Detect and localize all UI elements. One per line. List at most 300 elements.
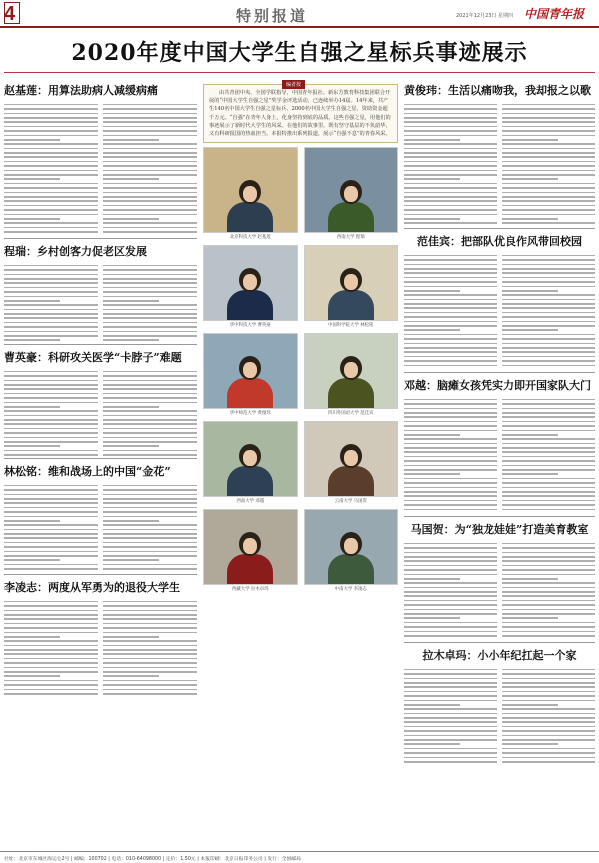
text-line	[103, 200, 197, 202]
text-line	[4, 640, 98, 642]
photo-item	[304, 333, 399, 417]
person-silhouette	[227, 532, 273, 584]
text-line	[103, 265, 197, 267]
text-line	[502, 200, 595, 202]
text-line	[103, 432, 197, 434]
text-line	[404, 148, 497, 150]
story-body	[404, 540, 595, 640]
person-silhouette	[328, 180, 374, 232]
text-line	[502, 565, 595, 567]
text-line	[502, 443, 595, 445]
text-line	[404, 218, 460, 220]
text-line	[404, 574, 497, 576]
text-line	[4, 200, 98, 202]
text-line	[404, 316, 497, 318]
text-line	[4, 192, 98, 194]
text-line	[103, 618, 197, 620]
story-title: 林松铭：维和战场上的中国“金花”	[4, 465, 171, 478]
text-line	[4, 218, 60, 220]
text-line	[404, 290, 460, 292]
text-line	[103, 161, 197, 163]
text-line	[4, 135, 98, 137]
story-body	[4, 368, 197, 456]
text-line	[4, 614, 98, 616]
text-line	[103, 559, 159, 561]
divider	[404, 642, 595, 643]
text-line	[4, 287, 98, 289]
text-line	[502, 700, 595, 702]
text-line	[404, 500, 497, 502]
text-line	[103, 139, 159, 141]
text-line	[103, 423, 197, 425]
text-line	[4, 291, 98, 293]
text-line	[502, 325, 595, 327]
text-line	[103, 227, 197, 229]
person-silhouette	[328, 444, 374, 496]
text-line	[103, 680, 197, 682]
text-line	[103, 428, 197, 430]
text-line	[502, 307, 595, 309]
text-line	[502, 757, 595, 759]
text-line	[103, 511, 197, 513]
text-line	[404, 200, 497, 202]
text-line	[103, 152, 197, 154]
text-line	[103, 632, 197, 634]
text-line	[502, 617, 558, 619]
text-line	[103, 291, 197, 293]
text-line	[103, 300, 159, 302]
story-title: 李凌志：两度从军勇为的退役大学生	[4, 581, 180, 594]
text-line	[404, 635, 497, 637]
portrait-photo	[304, 421, 399, 497]
photo-item	[304, 147, 399, 241]
photo-item	[304, 245, 399, 329]
text-line	[404, 165, 497, 167]
text-line	[103, 636, 159, 638]
text-line	[4, 533, 98, 535]
text-line	[4, 437, 98, 439]
text-line	[404, 739, 497, 741]
newspaper-logo: 中国青年报	[524, 7, 585, 21]
text-line	[404, 482, 497, 484]
text-line	[502, 456, 595, 458]
text-line	[404, 752, 497, 754]
text-line	[404, 473, 460, 475]
text-line	[404, 130, 497, 132]
portrait-photo	[203, 509, 298, 585]
text-line	[4, 309, 98, 311]
text-line	[502, 678, 595, 680]
middle-column	[203, 78, 398, 593]
text-line	[502, 761, 595, 763]
text-line	[103, 165, 197, 167]
text-line	[502, 626, 595, 628]
text-line	[103, 529, 197, 531]
text-line	[103, 542, 197, 544]
text-line	[103, 178, 159, 180]
portrait-photo	[203, 147, 298, 233]
text-line	[4, 269, 98, 271]
text-line	[103, 304, 197, 306]
text-line	[4, 148, 98, 150]
text-line	[502, 329, 558, 331]
text-line	[502, 673, 595, 675]
text-line	[4, 265, 98, 267]
text-line	[4, 322, 98, 324]
text-line	[404, 117, 497, 119]
text-line	[404, 708, 497, 710]
text-line	[4, 130, 98, 132]
text-line	[502, 312, 595, 314]
text-line	[103, 693, 197, 695]
text-line	[404, 730, 497, 732]
text-line	[4, 152, 98, 154]
text-line	[4, 384, 98, 386]
text-line	[404, 717, 497, 719]
text-line	[4, 393, 98, 395]
text-line	[103, 130, 197, 132]
text-line	[404, 678, 497, 680]
text-line	[502, 108, 595, 110]
person-silhouette	[227, 180, 273, 232]
text-line	[4, 380, 98, 382]
text-line	[4, 485, 98, 487]
text-line	[103, 192, 197, 194]
person-silhouette	[328, 268, 374, 320]
text-line	[502, 752, 595, 754]
text-line	[4, 113, 98, 115]
text-line	[103, 498, 197, 500]
text-line	[4, 454, 98, 456]
photo-caption: 西南大学 程瑞	[336, 235, 365, 241]
text-line	[103, 667, 197, 669]
text-line	[4, 520, 60, 522]
text-line	[502, 286, 595, 288]
text-line	[502, 183, 595, 185]
text-line	[4, 178, 60, 180]
text-line	[103, 520, 159, 522]
text-line	[404, 686, 497, 688]
text-line	[4, 498, 98, 500]
text-line	[502, 622, 595, 624]
text-line	[103, 627, 197, 629]
text-line	[103, 117, 197, 119]
text-line	[502, 196, 595, 198]
text-line	[404, 399, 497, 401]
text-line	[103, 205, 197, 207]
portrait-photo	[203, 333, 298, 409]
text-line	[502, 704, 558, 706]
text-line	[103, 507, 197, 509]
text-line	[404, 108, 497, 110]
text-line	[502, 130, 595, 132]
text-line	[404, 334, 497, 336]
text-line	[502, 748, 595, 750]
text-line	[4, 568, 98, 570]
text-line	[4, 428, 98, 430]
story-body	[404, 252, 595, 370]
text-line	[4, 689, 98, 691]
text-line	[103, 649, 197, 651]
text-line	[502, 682, 595, 684]
text-line	[103, 610, 197, 612]
text-line	[502, 604, 595, 606]
text-line	[404, 325, 497, 327]
story-body	[4, 598, 197, 698]
text-line	[4, 555, 98, 557]
text-line	[502, 222, 595, 224]
text-line	[404, 600, 497, 602]
text-line	[103, 485, 197, 487]
text-line	[502, 547, 595, 549]
text-line	[4, 388, 98, 390]
text-line	[502, 478, 595, 480]
text-line	[404, 126, 497, 128]
photo-caption: 四川外国语大学 范佳宾	[328, 411, 374, 417]
person-silhouette	[227, 356, 273, 408]
story-title: 邓越：脑瘫女孩凭实力即开国家队大门	[404, 379, 591, 392]
photo-caption: 西藏大学 拉木卓玛	[231, 587, 269, 593]
text-line	[502, 121, 595, 123]
text-line	[4, 516, 98, 518]
text-line	[103, 322, 197, 324]
photo-item	[203, 333, 298, 417]
text-line	[404, 403, 497, 405]
text-line	[502, 277, 595, 279]
text-line	[4, 618, 98, 620]
text-line	[4, 605, 98, 607]
text-line	[4, 161, 98, 163]
text-line	[502, 438, 595, 440]
text-line	[404, 135, 497, 137]
text-line	[404, 421, 497, 423]
text-line	[502, 730, 595, 732]
text-line	[4, 187, 98, 189]
text-line	[502, 609, 595, 611]
text-line	[502, 495, 595, 497]
text-line	[103, 437, 197, 439]
photo-gallery	[203, 147, 398, 593]
text-line	[4, 675, 60, 677]
divider	[404, 516, 595, 517]
text-line	[502, 205, 595, 207]
text-line	[404, 143, 497, 145]
text-line	[404, 691, 497, 693]
text-line	[103, 393, 197, 395]
text-line	[404, 495, 497, 497]
text-line	[103, 671, 197, 673]
text-line	[404, 104, 497, 106]
text-line	[404, 281, 497, 283]
text-line	[404, 152, 497, 154]
text-line	[502, 156, 595, 158]
text-line	[502, 416, 595, 418]
person-silhouette	[227, 268, 273, 320]
text-line	[502, 126, 595, 128]
text-line	[103, 614, 197, 616]
text-line	[502, 321, 595, 323]
text-line	[502, 143, 595, 145]
text-line	[502, 465, 595, 467]
text-line	[4, 494, 98, 496]
text-line	[404, 713, 497, 715]
text-line	[502, 739, 595, 741]
text-line	[502, 482, 595, 484]
story-body	[4, 482, 197, 572]
text-line	[4, 693, 98, 695]
text-line	[103, 135, 197, 137]
text-line	[502, 365, 595, 367]
photo-item	[203, 509, 298, 593]
text-line	[4, 645, 98, 647]
text-line	[404, 622, 497, 624]
text-line	[502, 139, 558, 141]
text-line	[4, 170, 98, 172]
portrait-photo	[304, 509, 399, 585]
text-line	[103, 183, 197, 185]
text-line	[404, 139, 460, 141]
text-line	[103, 108, 197, 110]
text-line	[404, 416, 497, 418]
text-line	[502, 574, 595, 576]
text-line	[404, 294, 497, 296]
page-number: 4	[4, 3, 16, 25]
text-line	[404, 460, 497, 462]
text-line	[404, 425, 497, 427]
text-line	[103, 174, 197, 176]
text-line	[103, 516, 197, 518]
text-line	[4, 537, 98, 539]
person-silhouette	[328, 356, 374, 408]
text-line	[502, 399, 595, 401]
text-line	[502, 303, 595, 305]
text-line	[4, 410, 98, 412]
text-line	[404, 299, 497, 301]
text-line	[404, 617, 460, 619]
photo-caption: 云南大学 马国贺	[334, 499, 367, 505]
text-line	[502, 259, 595, 261]
text-line	[103, 156, 197, 158]
text-line	[103, 222, 197, 224]
text-line	[4, 143, 98, 145]
text-line	[4, 649, 98, 651]
text-line	[502, 447, 595, 449]
text-line	[4, 529, 98, 531]
text-line	[4, 317, 98, 319]
text-line	[404, 277, 497, 279]
text-line	[404, 286, 497, 288]
text-line	[404, 174, 497, 176]
text-line	[103, 121, 197, 123]
text-line	[103, 415, 197, 417]
text-line	[103, 231, 197, 233]
left-column	[4, 78, 197, 698]
text-line	[404, 565, 497, 567]
text-line	[404, 347, 497, 349]
text-line	[103, 555, 197, 557]
text-line	[4, 304, 98, 306]
text-line	[502, 504, 595, 506]
text-line	[103, 653, 197, 655]
text-line	[4, 450, 98, 452]
text-line	[103, 274, 197, 276]
photo-item	[203, 421, 298, 505]
text-line	[502, 500, 595, 502]
text-line	[103, 410, 197, 412]
text-line	[4, 296, 98, 298]
text-line	[404, 547, 497, 549]
text-line	[404, 560, 497, 562]
text-line	[502, 421, 595, 423]
text-line	[404, 465, 497, 467]
text-line	[4, 542, 98, 544]
text-line	[4, 300, 60, 302]
text-line	[404, 183, 497, 185]
text-line	[502, 686, 595, 688]
text-line	[502, 695, 595, 697]
text-line	[404, 365, 497, 367]
divider	[4, 238, 197, 239]
photo-item	[304, 421, 399, 505]
story-title: 马国贺：为“独龙娃娃”打造美育教室	[410, 523, 589, 536]
text-line	[404, 222, 497, 224]
text-line	[103, 494, 197, 496]
text-line	[404, 156, 497, 158]
text-line	[404, 430, 497, 432]
text-line	[103, 296, 197, 298]
text-line	[502, 430, 595, 432]
text-line	[4, 108, 98, 110]
text-line	[502, 713, 595, 715]
text-line	[502, 343, 595, 345]
page-footer: 社址：北京市东城区海运仓2号 | 邮编：100702 | 电话：010-64098000 | 定价：1.50元 | 本报印刷：北京日报印务公司 | 发行：全国邮局	[0, 851, 599, 863]
text-line	[502, 560, 595, 562]
text-line	[502, 600, 595, 602]
text-line	[4, 278, 98, 280]
text-line	[502, 403, 595, 405]
text-line	[404, 487, 497, 489]
text-line	[4, 156, 98, 158]
text-line	[404, 673, 497, 675]
text-line	[103, 148, 197, 150]
text-line	[404, 205, 497, 207]
text-line	[502, 360, 595, 362]
text-line	[502, 281, 595, 283]
text-line	[4, 227, 98, 229]
text-line	[502, 187, 595, 189]
text-line	[502, 255, 595, 257]
text-line	[404, 552, 497, 554]
portrait-photo	[304, 333, 399, 409]
photo-caption: 北京科技大学 赵基莲	[229, 235, 271, 241]
text-line	[103, 537, 197, 539]
text-line	[404, 264, 497, 266]
text-line	[502, 294, 595, 296]
text-line	[502, 726, 595, 728]
story-body	[404, 101, 595, 226]
text-line	[4, 559, 60, 561]
text-line	[502, 708, 595, 710]
text-line	[103, 371, 197, 373]
text-line	[4, 423, 98, 425]
text-line	[4, 419, 98, 421]
text-line	[4, 671, 98, 673]
portrait-photo	[304, 245, 399, 321]
text-line	[404, 682, 497, 684]
text-line	[103, 450, 197, 452]
text-line	[502, 591, 595, 593]
text-line	[4, 339, 60, 341]
